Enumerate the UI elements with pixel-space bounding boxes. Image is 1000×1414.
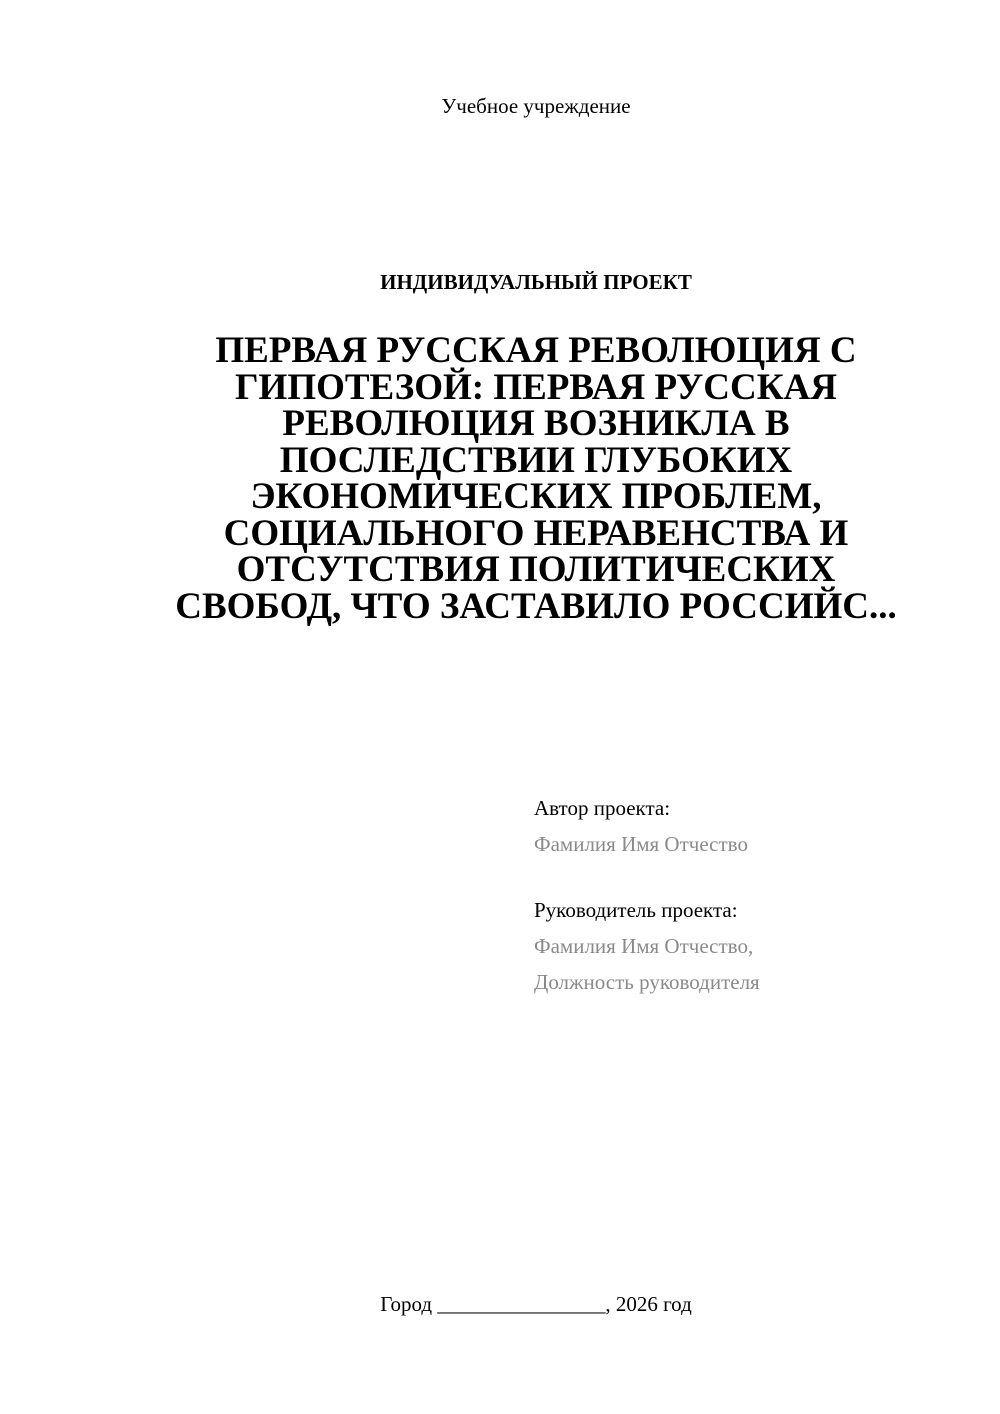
- supervisor-position: Должность руководителя: [534, 970, 760, 994]
- credits-spacer: [534, 862, 954, 892]
- supervisor-name: Фамилия Имя Отчество,: [534, 934, 754, 958]
- author-name: Фамилия Имя Отчество: [534, 832, 748, 856]
- supervisor-label: Руководитель проекта:: [534, 898, 738, 922]
- project-type-label: ИНДИВИДУАЛЬНЫЙ ПРОЕКТ: [380, 270, 692, 294]
- city-year-line: Город ________________, 2026 год: [380, 1292, 692, 1316]
- author-label: Автор проекта:: [534, 796, 671, 820]
- institution-name: Учебное учреждение: [441, 94, 631, 118]
- project-title: ПЕРВАЯ РУССКАЯ РЕВОЛЮЦИЯ С ГИПОТЕЗОЙ: ПЕРВАЯ РУССКАЯ РЕВОЛЮЦИЯ ВОЗНИКЛА В ПОСЛЕДСТВИИ ГЛУБОКИХ ЭКОНОМИЧЕСКИХ ПРОБЛЕМ, СОЦИАЛЬНОГО НЕРАВЕНСТВА И ОТСУТСТВИЯ ПОЛИТИЧЕСКИХ СВОБОД, ЧТО ЗАСТАВИЛО РОССИЙС...: [175, 330, 897, 627]
- credits-block: [534, 790, 954, 1000]
